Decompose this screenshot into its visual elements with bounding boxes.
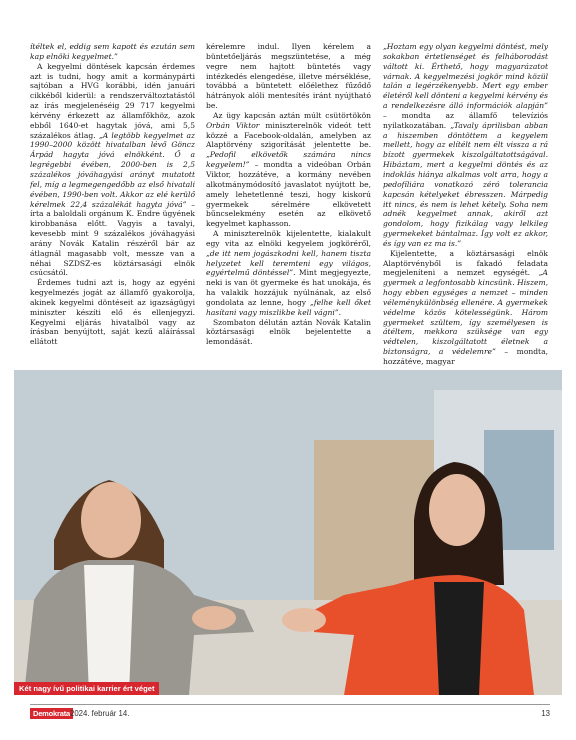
paragraph	[30, 62, 195, 279]
paragraph: Érdemes tudni azt is, hogy az egyéni kegyelmezés jogát az államfő gyakorolja, akinek kegyelmi döntéseit az igazságügyi miniszter készíti elő és ellenjegyzi. Kegyelmi eljárás hivatalból vagy az írásban benyújtott, saját kezű aláírással ellátott	[30, 278, 195, 347]
text: miniszterelnök videót tett közzé a Facebook-oldalán, amelyben az Alaptörvény szigorítását jelentette be.	[206, 120, 371, 150]
footer-divider	[30, 704, 550, 705]
text: Az ügy kapcsán aztán múlt csütörtökön	[213, 110, 371, 120]
text: – írta a baloldali orgánum K. Endre ügyének kirobbanása előtt. Vagyis a tavalyi, kevesebb mint 9 százalékos jóváhagyási arány Novák Katalin részéről bár az átlagnál magasabb volt, messze van a néhai SZDSZ-es köztársasági elnök csúcsától.	[30, 199, 195, 278]
text: – mondta az államfő televíziós nyilatkozatában.	[383, 110, 548, 130]
text: A kegyelmi döntések kapcsán érdemes azt is tudni, hogy amit a kormánypárti sajtóban a HVG korábbi, idén januári cikkéből kiderül: a rendszerváltoztatástól az írás megjelenéséig 29 717 kegyelmi kérvény érkezett az államfőkhöz, azok ebből 1640-et hagytak jóvá, ami 5,5 százalékos átlag.	[30, 61, 195, 140]
shirt-left	[84, 565, 134, 695]
article-column-1	[30, 42, 195, 368]
issue-date: 2024. február 14.	[70, 709, 130, 718]
quote: „Tavaly áprilisban abban a hiszemben döntöttem a kegyelem mellett, hogy az elítélt nem élt vissza a rá bízott gyermekek kiszolgáltatottságával. Hibáztam, mert a kegyelmi döntés és az indoklás hiánya alkalmas volt arra, hogy a pedofíliára vonatkozó zéró tolerancia kapcsán kételyeket ébresszen. Márpedig itt nincs, és nem is lehet kétely. Soha nem adnék kegyelmet annak, akiről azt gondolom, hogy fizikálag vagy lelkileg gyermekeket bántalmaz. Így volt ez akkor, és így van ez ma is.”	[383, 120, 548, 248]
top-right	[434, 582, 484, 695]
page-number: 13	[541, 709, 550, 718]
quote: „felhe kell őket hasítani vagy miszlikbe kell vágni”	[206, 297, 371, 317]
quote: „de itt nem jogászkodni kell, hanem tiszta helyzetet kell teremteni egy világos, egyértelmű döntéssel”	[206, 248, 371, 278]
quote: „Pedofil elkövetők számára nincs kegyelem!”	[206, 150, 371, 170]
fist-left	[192, 606, 236, 630]
fist-right	[282, 608, 326, 632]
photo-illustration	[14, 370, 562, 695]
quote: „A gyermek a legfontosabb kincsünk. Hiszem, hogy ebben egységes a nemzet – minden véleménykülönbség ellenére. A gyermekek védelme közös kötelességünk. Három gyermeket szültem, így személyesen is átéltem, mekkora szüksége van egy védtelen, kiszolgáltatott életnek a biztonságra, a védelemre”	[383, 268, 548, 357]
article-body	[30, 42, 550, 368]
text: – mondta, hozzátéve, magyar	[383, 347, 548, 366]
quote: ítéltek el, eddig sem kapott és ezután sem kap elnöki kegyelmet.”	[30, 42, 195, 61]
text: – mondta a videóban Orbán Viktor, hozzátéve, a kormány nevében alkotmánymódosító javaslatot nyújtott be, amely lehetetlenné teszi, hogy kiskorú gyermekek sérelmére elkövetett bűncselekmény esetén az elkövető kegyelmet kaphasson.	[206, 160, 371, 229]
paragraph	[30, 42, 195, 62]
person-name: Orbán Viktor	[206, 120, 260, 130]
text: . Mint megjegyezte, neki is van öt gyermeke és hat unokája, és ha valakik hozzájuk nyúlnának, az első gondolata az lenne, hogy	[206, 268, 371, 307]
paragraph	[383, 42, 548, 249]
quote: „Hoztam egy olyan kegyelmi döntést, mely sokakban értetlenséget és felháborodást váltott ki. Érthető, hogy magyarázatot várnak. A kegyelmezési jogkör mind közül talán a legérzékenyebb. Mert egy ember életéről kell dönteni a kegyelmi kérvény és a rendelkezésre álló információk alapján”	[383, 42, 548, 111]
paragraph: kérelemre indul. Ilyen kérelem a büntetőeljárás megszüntetése, a még vegre nem hajtott büntetés vagy intézkedés elengedése, illetve mérséklése, továbbá a büntetett előélethez fűződő hátrányok alóli mentesítés iránt nyújtható be.	[206, 42, 371, 111]
paragraph	[206, 111, 371, 229]
paragraph	[383, 249, 548, 367]
photo-caption: Két nagy ívű politikai karrier ért véget	[14, 682, 159, 695]
face-right	[429, 474, 485, 546]
magazine-logo: Demokrata	[30, 708, 73, 719]
quote: „A legtöbb kegyelmet az 1990–2000 között hivatalban lévő Göncz Árpád hagyta jóvá elnökként. Ő a legrégebbi évében, 2000-ben is 2,5 százalékos jóváhagyási arányt mutatott fel, míg a legmegengedőbb az első hivatali évében, 1990-ben volt. Akkor az elé kerülő kérelmek 22,4 százalékát hagyta jóvá”	[30, 130, 195, 209]
text: Kijelentette, a köztársasági elnök Alaptörvényből is fakadó feladata megjeleníteni a nemzet egységét.	[383, 248, 548, 278]
face-left	[81, 482, 141, 558]
article-column-3	[383, 42, 548, 368]
paragraph	[206, 229, 371, 318]
text: A miniszterelnök kijelentette, kialakult egy vita az elnöki kegyelem jogköréről,	[206, 229, 371, 248]
paragraph: Szombaton délután aztán Novák Katalin köztársasági elnök bejelentette a lemondását.	[206, 317, 371, 347]
text: .	[338, 307, 342, 317]
article-photo	[14, 370, 562, 695]
article-column-2	[206, 42, 371, 368]
